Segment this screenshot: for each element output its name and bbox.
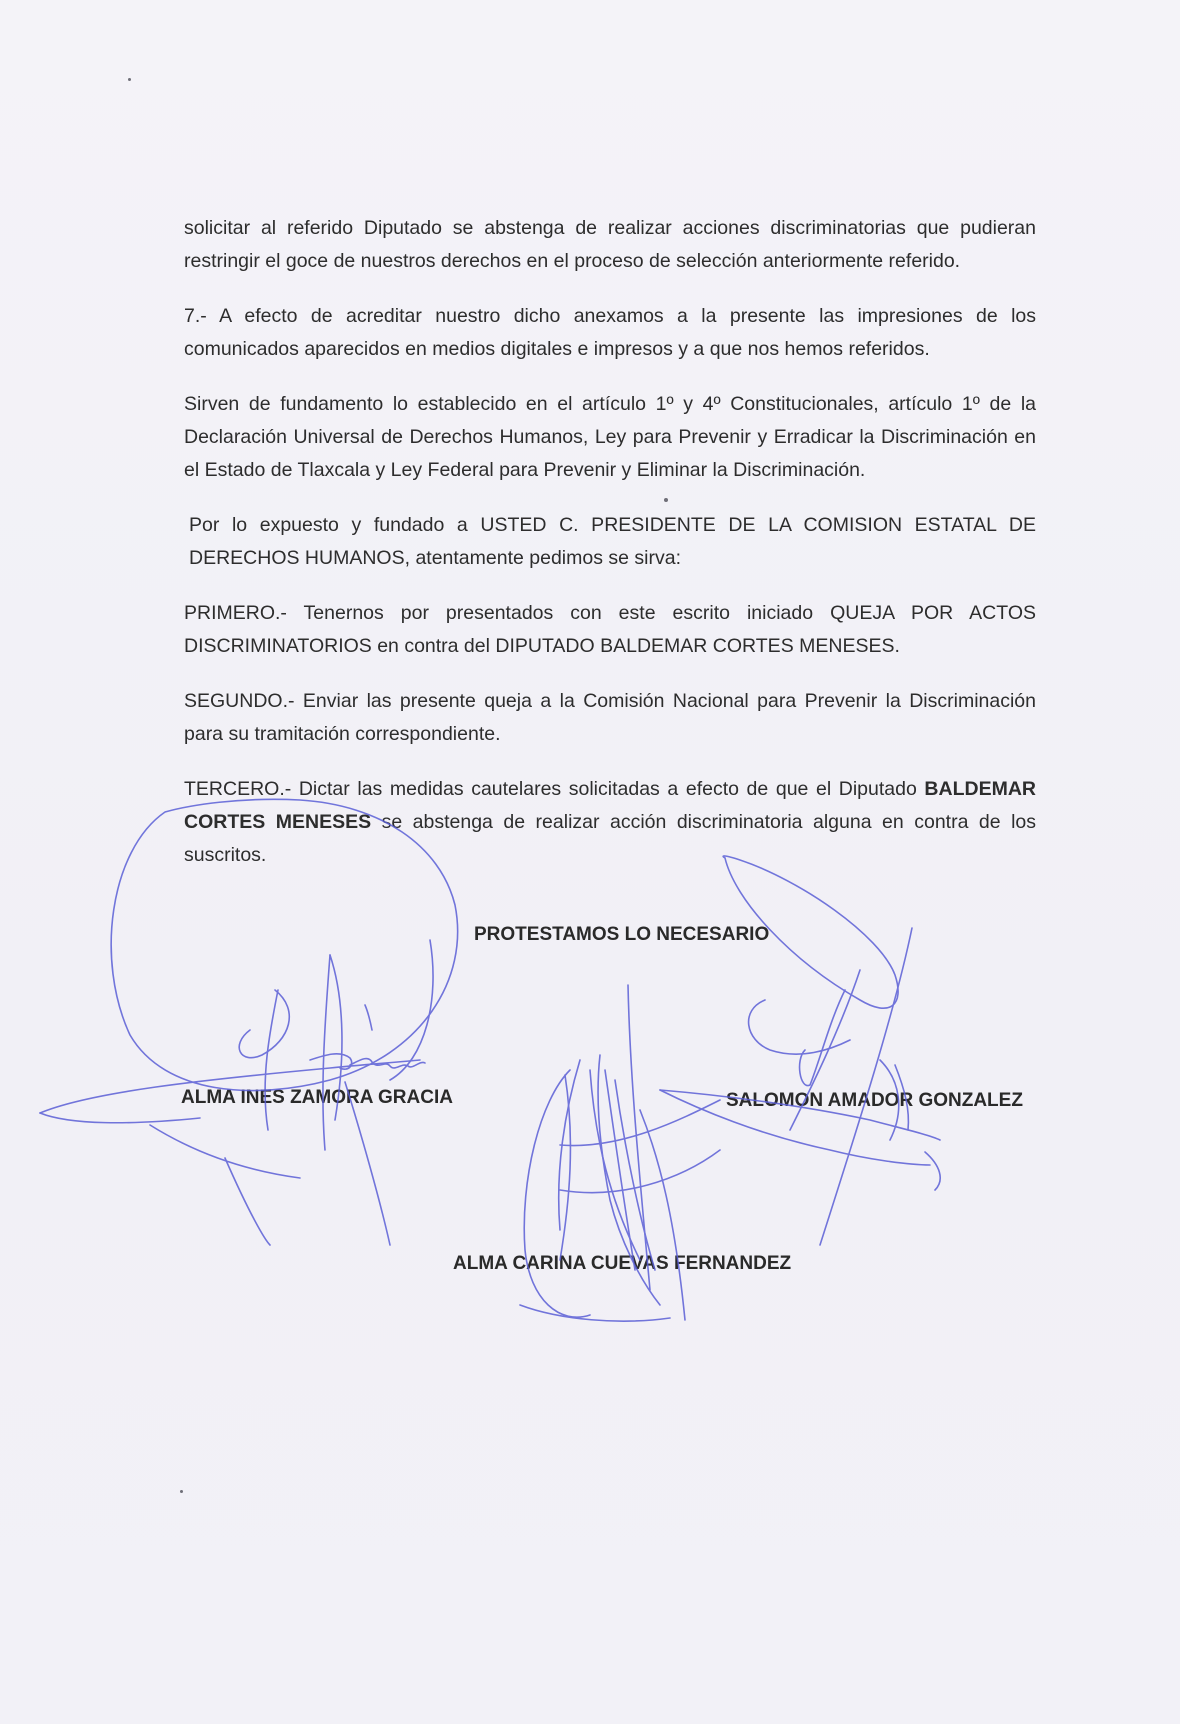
signatory-name-second: SALOMON AMADOR GONZALEZ	[726, 1090, 1023, 1111]
paragraph-evidence: 7.- A efecto de acreditar nuestro dicho anexamos a la presente las impresiones de los comunicados aparecidos en medios digitales e impresos y a que nos hemos referidos.	[184, 305, 1036, 360]
paragraph-primero: PRIMERO.- Tenernos por presentados con este escrito iniciado QUEJA POR ACTOS DISCRIMINATORIOS en contra del DIPUTADO BALDEMAR CORTES MENESES.	[184, 602, 1036, 657]
paragraph-segundo: SEGUNDO.- Enviar las presente queja a la Comisión Nacional para Prevenir la Discriminación para su tramitación correspondiente.	[184, 690, 1036, 745]
signature-second	[660, 856, 940, 1245]
paragraph-petition: Por lo expuesto y fundado a USTED C. PRESIDENTE DE LA COMISION ESTATAL DE DERECHOS HUMANOS, atentamente pedimos se sirva:	[189, 514, 1036, 569]
paragraph-tercero	[184, 773, 1036, 872]
signatory-name-third: ALMA CARINA CUEVAS FERNANDEZ	[453, 1253, 792, 1274]
document-body	[184, 212, 1036, 894]
paper-speck	[128, 78, 131, 81]
tercero-suffix: se abstenga de realizar acción discriminatoria alguna en contra de los suscritos.	[184, 811, 1036, 866]
signatory-name-first: ALMA INES ZAMORA GRACIA	[181, 1087, 453, 1108]
tercero-prefix: TERCERO.- Dictar las medidas cautelares solicitadas a efecto de que el Diputado	[184, 778, 925, 800]
tercero-bold-name: BALDEMAR CORTES MENESES	[184, 778, 1036, 833]
paragraph-legal-basis: Sirven de fundamento lo establecido en el artículo 1º y 4º Constitucionales, artículo 1º de la Declaración Universal de Derechos Humanos, Ley para Prevenir y Erradicar la Discriminación en el Estado de Tlaxcala y Ley Federal para Prevenir y Eliminar la Discriminación.	[184, 393, 1036, 481]
paragraph-request-continuation: solicitar al referido Diputado se abstenga de realizar acciones discriminatorias que pudieran restringir el goce de nuestros derechos en el proceso de selección anteriormente referido.	[184, 217, 1036, 272]
paper-speck	[180, 1490, 183, 1493]
closing-statement: PROTESTAMOS LO NECESARIO	[474, 924, 770, 945]
